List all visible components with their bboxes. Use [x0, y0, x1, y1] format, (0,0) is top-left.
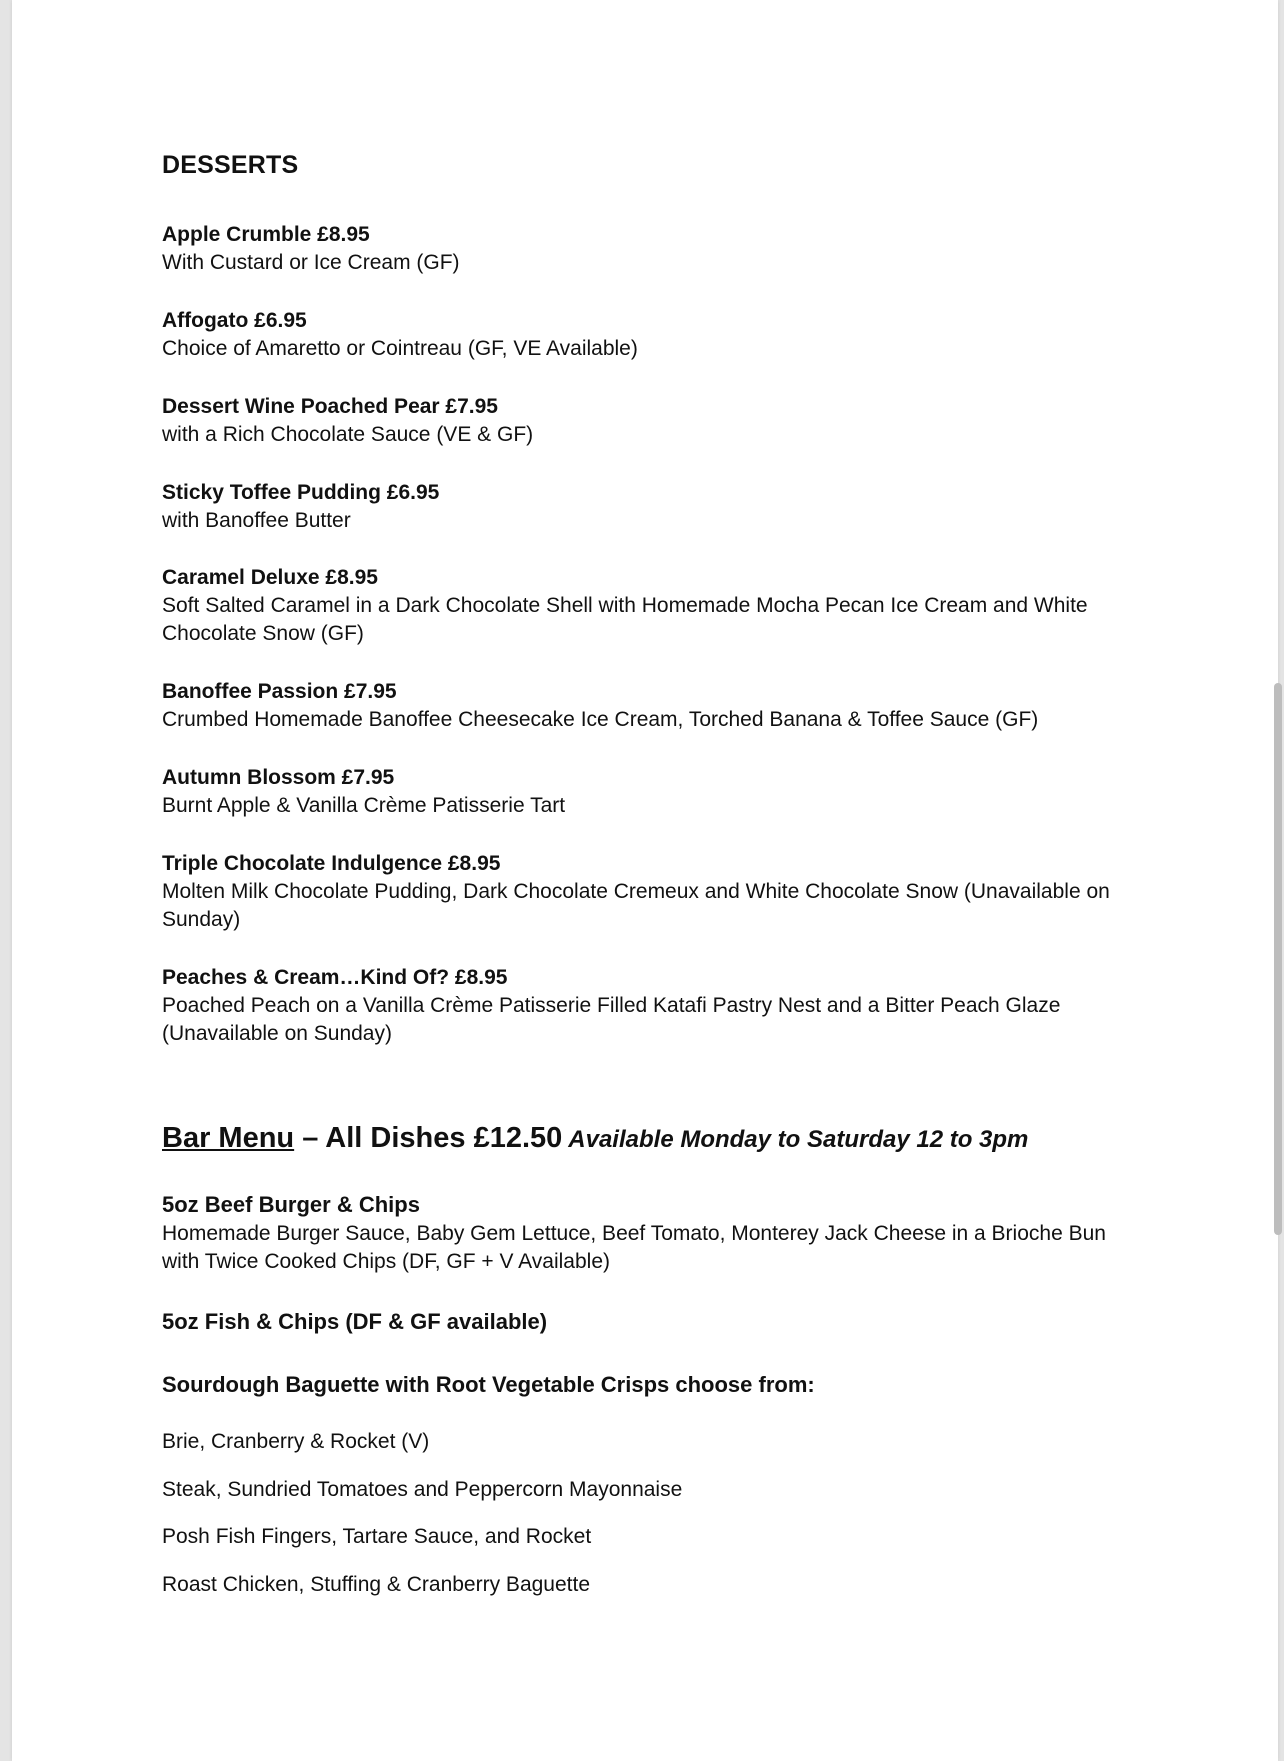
- desserts-heading: DESSERTS: [162, 151, 299, 179]
- dessert-item-title: Banoffee Passion £7.95: [162, 680, 397, 703]
- dessert-item-title: Triple Chocolate Indulgence £8.95: [162, 852, 501, 875]
- dessert-item-desc: Molten Milk Chocolate Pudding, Dark Chocolate Cremeux and White Chocolate Snow (Unavailable on Sunday): [162, 880, 1110, 931]
- bar-menu-title: Bar Menu: [162, 1122, 295, 1154]
- bar-menu-price: – All Dishes £12.50: [294, 1122, 563, 1154]
- baguette-option: Brie, Cranberry & Rocket (V): [162, 1430, 430, 1453]
- fish-and-chips-title: 5oz Fish & Chips (DF & GF available): [162, 1309, 548, 1334]
- bar-menu-availability: Available Monday to Saturday 12 to 3pm: [568, 1126, 1029, 1153]
- document-page: [12, 0, 1278, 1761]
- dessert-item-desc: with Banoffee Butter: [162, 509, 351, 532]
- dessert-item-title: Affogato £6.95: [162, 309, 307, 332]
- bar-menu-heading: [162, 1122, 1028, 1155]
- dessert-item-desc: Poached Peach on a Vanilla Crème Patisserie Filled Katafi Pastry Nest and a Bitter Peach Glaze (Unavailable on Sunday): [162, 994, 1061, 1045]
- dessert-item-title: Caramel Deluxe £8.95: [162, 566, 378, 589]
- scrollbar-thumb[interactable]: [1274, 683, 1282, 1235]
- dessert-item-title: Peaches & Cream…Kind Of? £8.95: [162, 966, 508, 989]
- dessert-item-desc: Crumbed Homemade Banoffee Cheesecake Ice Cream, Torched Banana & Toffee Sauce (GF): [162, 708, 1039, 731]
- dessert-item-desc: Burnt Apple & Vanilla Crème Patisserie Tart: [162, 794, 566, 817]
- dessert-item-title: Autumn Blossom £7.95: [162, 766, 395, 789]
- dessert-item-title: Apple Crumble £8.95: [162, 223, 370, 246]
- burger-title: 5oz Beef Burger & Chips: [162, 1192, 420, 1217]
- dessert-item-title: Dessert Wine Poached Pear £7.95: [162, 395, 498, 418]
- dessert-item-desc: With Custard or Ice Cream (GF): [162, 251, 460, 274]
- baguette-heading: Sourdough Baguette with Root Vegetable Crisps choose from:: [162, 1372, 815, 1397]
- baguette-option: Steak, Sundried Tomatoes and Peppercorn Mayonnaise: [162, 1478, 683, 1501]
- dessert-item-desc: Choice of Amaretto or Cointreau (GF, VE Available): [162, 337, 638, 360]
- baguette-option: Roast Chicken, Stuffing & Cranberry Baguette: [162, 1573, 591, 1596]
- dessert-item-desc: with a Rich Chocolate Sauce (VE & GF): [162, 423, 534, 446]
- dessert-item-desc: Soft Salted Caramel in a Dark Chocolate Shell with Homemade Mocha Pecan Ice Cream and White Chocolate Snow (GF): [162, 594, 1088, 645]
- baguette-option: Posh Fish Fingers, Tartare Sauce, and Rocket: [162, 1525, 592, 1548]
- dessert-item-title: Sticky Toffee Pudding £6.95: [162, 481, 440, 504]
- burger-desc: Homemade Burger Sauce, Baby Gem Lettuce, Beef Tomato, Monterey Jack Cheese in a Brioche Bun with Twice Cooked Chips (DF, GF + V Available): [162, 1222, 1106, 1273]
